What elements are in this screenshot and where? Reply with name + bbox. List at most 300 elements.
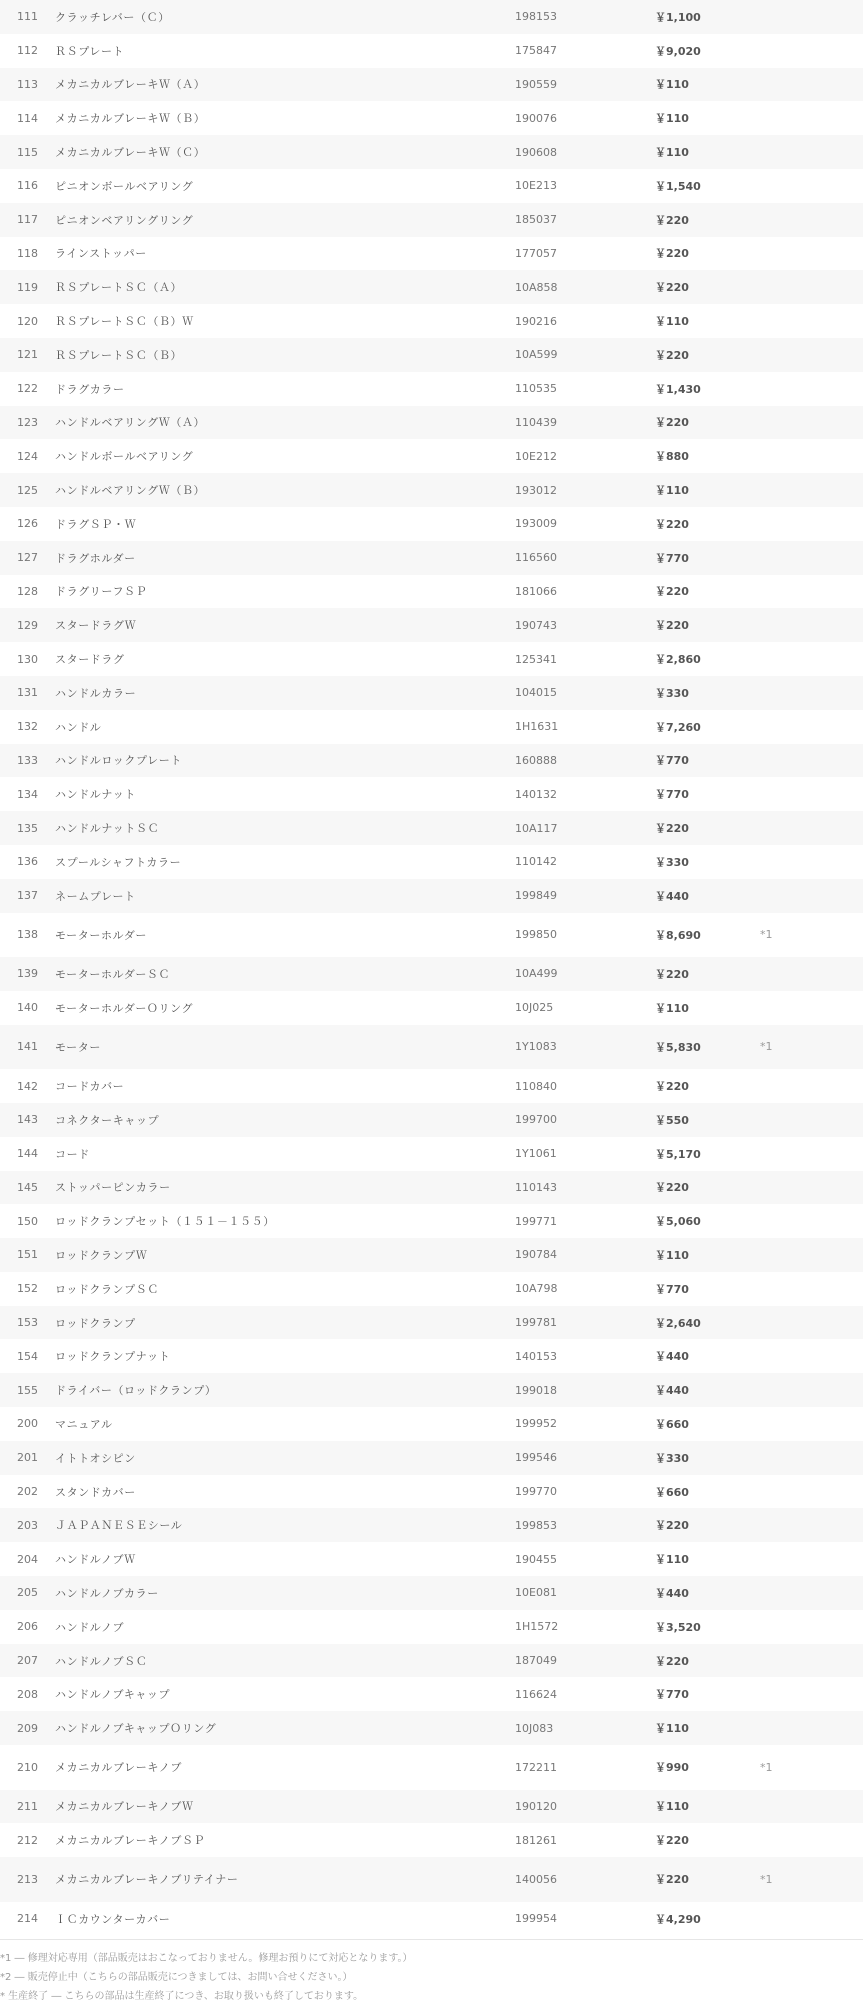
part-name-cell: メカニカルブレーキＷ（Ｂ）: [55, 112, 206, 126]
part-note-cell: [760, 439, 863, 473]
table-row: [0, 575, 863, 609]
part-name-cell: ハンドルナットＳＣ: [55, 822, 160, 836]
part-code-cell: 1H1572: [515, 1620, 559, 1634]
part-note-cell: [760, 1576, 863, 1610]
part-code-cell: 10A798: [515, 1282, 558, 1296]
part-number-cell: 120: [17, 314, 38, 328]
part-code-cell: 187049: [515, 1654, 557, 1668]
part-note-cell: [760, 0, 863, 34]
part-name-cell: ＲＳプレートＳＣ（Ｂ）: [55, 348, 183, 362]
part-code-cell: 190120: [515, 1799, 557, 1813]
part-code-cell: 10A117: [515, 821, 558, 835]
part-note-cell: [760, 1204, 863, 1238]
part-number-cell: 200: [17, 1417, 38, 1431]
part-number-cell: 123: [17, 415, 38, 429]
table-row: [0, 507, 863, 541]
part-code-cell: 175847: [515, 44, 557, 58]
part-code-cell: 10A599: [515, 348, 558, 362]
part-number-cell: 138: [17, 928, 38, 942]
part-number-cell: 153: [17, 1316, 38, 1330]
table-row: [0, 203, 863, 237]
part-note-cell: [760, 1508, 863, 1542]
part-price-cell: ￥5,060: [655, 1215, 701, 1229]
table-row: [0, 879, 863, 913]
part-code-cell: 10E212: [515, 449, 557, 463]
part-name-cell: スタードラグＷ: [55, 619, 137, 633]
part-price-cell: ￥7,260: [655, 720, 701, 734]
part-code-cell: 190076: [515, 111, 557, 125]
part-code-cell: 199546: [515, 1451, 557, 1465]
part-number-cell: 133: [17, 753, 38, 767]
part-number-cell: 214: [17, 1912, 38, 1926]
part-name-cell: スタンドカバー: [55, 1485, 136, 1499]
part-number-cell: 145: [17, 1180, 38, 1194]
part-note-cell: [760, 1306, 863, 1340]
part-note-cell: [760, 372, 863, 406]
part-name-cell: ネームプレート: [55, 889, 136, 903]
part-note-cell: [760, 34, 863, 68]
part-price-cell: ￥1,100: [655, 10, 701, 24]
footnote-sales-suspended: *2 ― 販売停止中（こちらの部品販売につきましては、お問い合せください。）: [0, 1972, 353, 1984]
part-code-cell: 10E081: [515, 1586, 557, 1600]
part-code-cell: 140153: [515, 1349, 557, 1363]
part-note-cell: [760, 1475, 863, 1509]
part-number-cell: 206: [17, 1620, 38, 1634]
part-number-cell: 205: [17, 1586, 38, 1600]
part-price-cell: ￥9,020: [655, 44, 701, 58]
part-name-cell: メカニカルブレーキノブＳＰ: [55, 1834, 206, 1848]
table-row: [0, 473, 863, 507]
part-name-cell: モーターホルダーＯリング: [55, 1001, 194, 1015]
part-number-cell: 128: [17, 584, 38, 598]
part-price-cell: ￥990: [655, 1761, 689, 1775]
table-row: [0, 541, 863, 575]
table-row: [0, 957, 863, 991]
part-code-cell: 199018: [515, 1383, 557, 1397]
table-row: [0, 1171, 863, 1205]
part-number-cell: 203: [17, 1518, 38, 1532]
table-row: [0, 845, 863, 879]
part-price-cell: ￥660: [655, 1485, 689, 1499]
part-price-cell: ￥1,540: [655, 179, 701, 193]
part-price-cell: ￥2,640: [655, 1316, 701, 1330]
part-note-cell: [760, 1238, 863, 1272]
part-code-cell: 1H1631: [515, 720, 559, 734]
part-code-cell: 199954: [515, 1912, 557, 1926]
part-note-cell: [760, 1069, 863, 1103]
part-name-cell: ハンドルノブキャップ: [55, 1688, 171, 1702]
part-number-cell: 142: [17, 1079, 38, 1093]
part-number-cell: 201: [17, 1451, 38, 1465]
part-price-cell: ￥110: [655, 1722, 689, 1736]
part-note-cell: [760, 676, 863, 710]
part-note-cell: [760, 1711, 863, 1745]
part-name-cell: ハンドル: [55, 720, 102, 734]
part-price-cell: ￥440: [655, 1586, 689, 1600]
part-name-cell: ドラグＳＰ・Ｗ: [55, 517, 137, 531]
part-price-cell: ￥110: [655, 1248, 689, 1262]
table-row: [0, 1644, 863, 1678]
part-name-cell: ハンドルノブＷ: [55, 1553, 136, 1567]
part-note-cell: [760, 1137, 863, 1171]
part-name-cell: ハンドルノブカラー: [55, 1586, 159, 1600]
part-number-cell: 209: [17, 1721, 38, 1735]
part-number-cell: 125: [17, 483, 38, 497]
part-note-cell: [760, 237, 863, 271]
table-row: [0, 1069, 863, 1103]
table-row: [0, 1475, 863, 1509]
table-row: [0, 744, 863, 778]
part-name-cell: ハンドルボールベアリング: [55, 450, 194, 464]
part-price-cell: ￥1,430: [655, 382, 701, 396]
part-code-cell: 199850: [515, 928, 557, 942]
part-number-cell: 115: [17, 145, 38, 159]
part-code-cell: 1Y1061: [515, 1147, 557, 1161]
part-note-cell: [760, 1542, 863, 1576]
part-code-cell: 199700: [515, 1113, 557, 1127]
table-row: [0, 101, 863, 135]
part-name-cell: ハンドルカラー: [55, 686, 137, 700]
part-name-cell: スタードラグ: [55, 653, 125, 667]
part-note-cell: [760, 957, 863, 991]
part-name-cell: クラッチレバー（Ｃ）: [55, 10, 170, 24]
table-row: [0, 1272, 863, 1306]
part-note-cell: [760, 406, 863, 440]
part-note-cell: [760, 1644, 863, 1678]
part-name-cell: イトトオシピン: [55, 1451, 136, 1465]
part-number-cell: 211: [17, 1799, 38, 1813]
part-price-cell: ￥5,830: [655, 1040, 701, 1054]
part-code-cell: 140056: [515, 1872, 557, 1886]
part-price-cell: ￥110: [655, 484, 689, 498]
part-name-cell: ハンドルノブキャップＯリング: [55, 1722, 217, 1736]
part-price-cell: ￥770: [655, 754, 689, 768]
part-name-cell: メカニカルブレーキノブＷ: [55, 1800, 194, 1814]
part-number-cell: 202: [17, 1485, 38, 1499]
table-row: [0, 1137, 863, 1171]
part-name-cell: ＲＳプレート: [55, 44, 125, 58]
part-name-cell: ドラグホルダー: [55, 551, 136, 565]
part-price-cell: ￥110: [655, 1001, 689, 1015]
part-name-cell: ハンドルベアリングＷ（Ａ）: [55, 416, 206, 430]
part-number-cell: 119: [17, 280, 38, 294]
part-price-cell: ￥440: [655, 1384, 689, 1398]
part-number-cell: 204: [17, 1552, 38, 1566]
part-price-cell: ￥3,520: [655, 1620, 701, 1634]
table-row: [0, 913, 863, 958]
part-name-cell: ドライバー（ロッドクランプ）: [55, 1384, 217, 1398]
part-number-cell: 116: [17, 179, 38, 193]
table-row: [0, 1677, 863, 1711]
part-note-cell: [760, 575, 863, 609]
part-code-cell: 185037: [515, 213, 557, 227]
part-number-cell: 111: [17, 10, 38, 24]
part-code-cell: 199853: [515, 1518, 557, 1532]
part-price-cell: ￥220: [655, 416, 689, 430]
part-code-cell: 181261: [515, 1833, 557, 1847]
part-note-cell: *1: [760, 928, 773, 942]
part-note-cell: [760, 1103, 863, 1137]
table-row: [0, 1025, 863, 1070]
part-number-cell: 143: [17, 1113, 38, 1127]
table-row: [0, 1441, 863, 1475]
part-name-cell: ピニオンボールベアリング: [55, 179, 194, 193]
part-price-cell: ￥220: [655, 348, 689, 362]
part-name-cell: ＲＳプレートＳＣ（Ｂ）Ｗ: [55, 315, 194, 329]
part-number-cell: 134: [17, 787, 38, 801]
part-number-cell: 140: [17, 1001, 38, 1015]
table-row: [0, 1711, 863, 1745]
part-price-cell: ￥110: [655, 146, 689, 160]
part-price-cell: ￥220: [655, 822, 689, 836]
part-name-cell: ロッドクランプナット: [55, 1350, 171, 1364]
part-name-cell: ドラグリーフＳＰ: [55, 585, 148, 599]
part-note-cell: [760, 541, 863, 575]
part-number-cell: 130: [17, 652, 38, 666]
part-name-cell: モーターホルダーＳＣ: [55, 967, 171, 981]
part-note-cell: [760, 642, 863, 676]
part-name-cell: ロッドクランプ: [55, 1316, 136, 1330]
table-row: [0, 1306, 863, 1340]
table-row: [0, 0, 863, 34]
table-row: [0, 991, 863, 1025]
part-number-cell: 126: [17, 517, 38, 531]
table-row: [0, 1857, 863, 1902]
table-row: [0, 439, 863, 473]
part-number-cell: 132: [17, 720, 38, 734]
table-row: [0, 270, 863, 304]
part-price-cell: ￥330: [655, 1451, 689, 1465]
part-price-cell: ￥110: [655, 112, 689, 126]
part-code-cell: 10J025: [515, 1001, 554, 1015]
part-number-cell: 150: [17, 1214, 38, 1228]
part-price-cell: ￥660: [655, 1417, 689, 1431]
part-code-cell: 190608: [515, 145, 557, 159]
part-note-cell: [760, 811, 863, 845]
part-name-cell: コードカバー: [55, 1080, 125, 1093]
part-code-cell: 110840: [515, 1079, 557, 1093]
part-note-cell: *1: [760, 1040, 773, 1054]
part-name-cell: モーター: [55, 1040, 101, 1054]
part-price-cell: ￥220: [655, 1873, 689, 1887]
part-code-cell: 199771: [515, 1214, 557, 1228]
table-row: [0, 169, 863, 203]
part-code-cell: 140132: [515, 787, 557, 801]
footnotes: [0, 1939, 863, 2003]
part-note-cell: [760, 1272, 863, 1306]
part-number-cell: 141: [17, 1040, 38, 1054]
table-row: [0, 777, 863, 811]
part-price-cell: ￥220: [655, 1654, 689, 1668]
part-name-cell: ハンドルロックプレート: [55, 754, 182, 768]
part-code-cell: 199952: [515, 1417, 557, 1431]
part-name-cell: コネクターキャップ: [55, 1113, 160, 1127]
table-row: [0, 237, 863, 271]
part-note-cell: [760, 608, 863, 642]
part-number-cell: 114: [17, 111, 38, 125]
part-number-cell: 135: [17, 821, 38, 835]
part-price-cell: ￥220: [655, 247, 689, 261]
part-note-cell: [760, 845, 863, 879]
part-name-cell: モーターホルダー: [55, 928, 147, 942]
part-name-cell: マニュアル: [55, 1417, 113, 1431]
table-row: [0, 372, 863, 406]
part-code-cell: 181066: [515, 584, 557, 598]
part-number-cell: 118: [17, 246, 38, 260]
part-name-cell: メカニカルブレーキＷ（Ｃ）: [55, 146, 206, 160]
table-row: [0, 68, 863, 102]
table-row: [0, 1238, 863, 1272]
part-note-cell: *1: [760, 1872, 773, 1886]
table-row: [0, 1823, 863, 1857]
part-note-cell: [760, 1407, 863, 1441]
part-note-cell: [760, 169, 863, 203]
part-note-cell: [760, 744, 863, 778]
part-name-cell: ハンドルナット: [55, 788, 136, 802]
part-note-cell: [760, 1610, 863, 1644]
table-row: [0, 1542, 863, 1576]
table-row: [0, 1204, 863, 1238]
part-number-cell: 121: [17, 348, 38, 362]
part-code-cell: 10A499: [515, 967, 558, 981]
part-price-cell: ￥220: [655, 585, 689, 599]
part-code-cell: 190559: [515, 77, 557, 91]
footnote-repair-only: *1 ― 修理対応専用（部品販売はおこなっておりません。修理お預りにて対応となります。）: [0, 1953, 413, 1965]
part-price-cell: ￥220: [655, 967, 689, 981]
part-note-cell: [760, 270, 863, 304]
table-row: [0, 1610, 863, 1644]
part-code-cell: 199770: [515, 1485, 557, 1499]
part-note-cell: [760, 473, 863, 507]
part-price-cell: ￥440: [655, 889, 689, 903]
part-code-cell: 190784: [515, 1248, 557, 1262]
part-code-cell: 1Y1083: [515, 1040, 557, 1054]
table-row: [0, 642, 863, 676]
part-note-cell: [760, 135, 863, 169]
part-number-cell: 152: [17, 1282, 38, 1296]
part-price-cell: ￥4,290: [655, 1912, 701, 1926]
part-number-cell: 210: [17, 1760, 38, 1774]
part-code-cell: 160888: [515, 753, 557, 767]
part-price-cell: ￥8,690: [655, 928, 701, 942]
part-code-cell: 125341: [515, 652, 557, 666]
table-row: [0, 1790, 863, 1824]
part-name-cell: ピニオンベアリングリング: [55, 213, 194, 227]
part-note-cell: [760, 991, 863, 1025]
table-row: [0, 34, 863, 68]
part-note-cell: [760, 777, 863, 811]
table-row: [0, 338, 863, 372]
part-price-cell: ￥110: [655, 78, 689, 92]
part-note-cell: [760, 1677, 863, 1711]
part-number-cell: 117: [17, 213, 38, 227]
part-note-cell: [760, 1339, 863, 1373]
footnote-discontinued: * 生産終了 ― こちらの部品は生産終了につき、お取り扱いも終了しております。: [0, 1991, 364, 2003]
part-code-cell: 177057: [515, 246, 557, 260]
part-number-cell: 151: [17, 1248, 38, 1262]
part-price-cell: ￥220: [655, 1080, 689, 1093]
part-code-cell: 10E213: [515, 179, 557, 193]
part-note-cell: [760, 710, 863, 744]
part-code-cell: 193012: [515, 483, 557, 497]
part-name-cell: コード: [55, 1147, 90, 1161]
part-note-cell: [760, 338, 863, 372]
part-number-cell: 139: [17, 967, 38, 981]
part-code-cell: 199781: [515, 1316, 557, 1330]
part-code-cell: 172211: [515, 1760, 557, 1774]
table-row: [0, 1902, 863, 1936]
part-code-cell: 190743: [515, 618, 557, 632]
part-name-cell: ラインストッパー: [55, 247, 147, 261]
part-price-cell: ￥220: [655, 1181, 689, 1195]
part-note-cell: [760, 101, 863, 135]
part-number-cell: 154: [17, 1349, 38, 1363]
part-code-cell: 116624: [515, 1687, 557, 1701]
table-row: [0, 1103, 863, 1137]
part-price-cell: ￥220: [655, 619, 689, 633]
part-price-cell: ￥440: [655, 1350, 689, 1364]
part-name-cell: ストッパーピンカラー: [55, 1181, 171, 1195]
part-code-cell: 110535: [515, 382, 557, 396]
table-row: [0, 608, 863, 642]
part-code-cell: 190455: [515, 1552, 557, 1566]
part-number-cell: 137: [17, 889, 38, 903]
table-row: [0, 1407, 863, 1441]
part-number-cell: 122: [17, 382, 38, 396]
table-row: [0, 1373, 863, 1407]
part-note-cell: [760, 1441, 863, 1475]
part-number-cell: 131: [17, 686, 38, 700]
part-price-cell: ￥770: [655, 1282, 689, 1296]
part-number-cell: 136: [17, 855, 38, 869]
part-code-cell: 10J083: [515, 1721, 554, 1735]
part-code-cell: 193009: [515, 517, 557, 531]
part-number-cell: 212: [17, 1833, 38, 1847]
part-name-cell: メカニカルブレーキノブリテイナー: [55, 1873, 239, 1887]
part-name-cell: メカニカルブレーキＷ（Ａ）: [55, 78, 206, 92]
part-name-cell: ＪＡＰＡＮＥＳＥシール: [55, 1519, 183, 1533]
table-row: [0, 406, 863, 440]
part-number-cell: 213: [17, 1872, 38, 1886]
part-name-cell: ハンドルノブＳＣ: [55, 1654, 148, 1668]
part-price-cell: ￥220: [655, 213, 689, 227]
part-name-cell: メカニカルブレーキノブ: [55, 1761, 182, 1775]
part-code-cell: 10A858: [515, 280, 558, 294]
part-code-cell: 198153: [515, 10, 557, 24]
part-number-cell: 112: [17, 44, 38, 58]
part-note-cell: [760, 68, 863, 102]
part-number-cell: 129: [17, 618, 38, 632]
part-note-cell: [760, 1373, 863, 1407]
table-row: [0, 811, 863, 845]
part-price-cell: ￥770: [655, 788, 689, 802]
part-price-cell: ￥5,170: [655, 1147, 701, 1161]
part-note-cell: [760, 1171, 863, 1205]
part-number-cell: 113: [17, 77, 38, 91]
part-price-cell: ￥2,860: [655, 653, 701, 667]
part-price-cell: ￥770: [655, 551, 689, 565]
part-code-cell: 110142: [515, 855, 557, 869]
part-name-cell: ロッドクランプＳＣ: [55, 1282, 159, 1296]
table-row: [0, 1576, 863, 1610]
table-row: [0, 710, 863, 744]
part-price-cell: ￥110: [655, 1800, 689, 1814]
part-name-cell: ロッドクランプＷ: [55, 1248, 148, 1262]
part-note-cell: [760, 879, 863, 913]
part-name-cell: ハンドルノブ: [55, 1620, 125, 1634]
part-number-cell: 207: [17, 1654, 38, 1668]
table-row: [0, 135, 863, 169]
